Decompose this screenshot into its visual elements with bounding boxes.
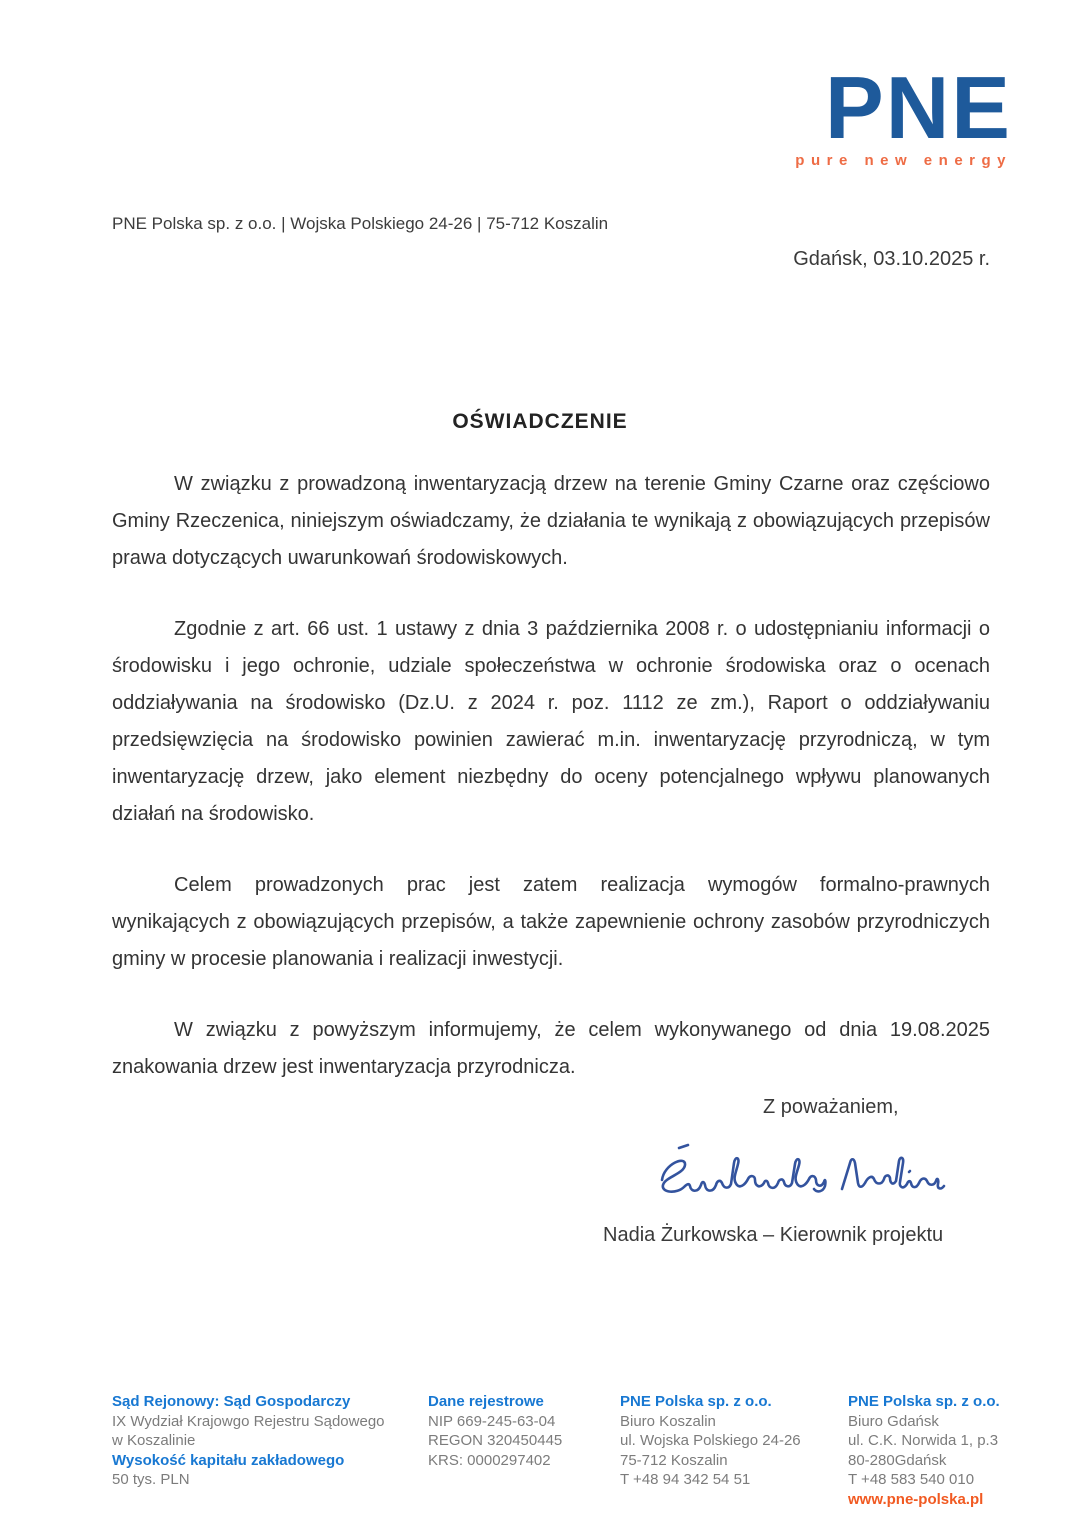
footer-capital-line: 50 tys. PLN (112, 1471, 190, 1488)
footer-gdansk-phone: T +48 583 540 010 (848, 1471, 975, 1488)
paragraph-4: W związku z powyższym informujemy, że celem wykonywanego od dnia 19.08.2025 znakowania drzew jest inwentaryzacja przyrodnicza. (112, 1019, 990, 1078)
footer-regon: REGON 320450445 (428, 1432, 563, 1449)
pne-logo-text: PNE (825, 58, 1012, 157)
footer-koszalin-phone: T +48 94 342 54 51 (620, 1471, 751, 1488)
footer-koszalin-city: 75-712 Koszalin (620, 1451, 728, 1469)
signatory-name-title: Nadia Żurkowska – Kierownik projektu (603, 1224, 944, 1246)
paragraph-2: Zgodnie z art. 66 ust. 1 ustawy z dnia 3 października 2008 r. o udostępnianiu informacji o środowisku i jego ochronie, udziale społeczeństwa w ochronie środowiska oraz o ocenach oddziaływania na środowisko (Dz.U. z 2024 r. poz. 1112 ze zm.), Raport o oddziaływaniu przedsięwzięcia na środowisko powinien zawierać m.in. inwentaryzację przyrodniczą, w tym inwentaryzację drzew, jako element niezbędny do oceny potencjalnego wpływu planowanych działań na środowisko. (112, 618, 990, 825)
handwritten-signature (650, 1136, 950, 1216)
footer-column-court (112, 1392, 412, 1490)
footer-gdansk-city: 80-280Gdańsk (848, 1451, 947, 1469)
footer-column-registry (428, 1392, 613, 1470)
paragraph-3: Celem prowadzonych prac jest zatem realizacja wymogów formalno-prawnych wynikających z obowiązujących przepisów, a także zapewnienie ochrony zasobów przyrodniczych gminy w procesie planowania i realizacji inwestycji. (112, 874, 990, 970)
footer-column-koszalin-office (620, 1392, 835, 1490)
pne-logo-tagline: pure new energy (795, 152, 1012, 169)
footer-koszalin-heading: PNE Polska sp. z o.o. (620, 1393, 772, 1410)
footer-gdansk-street: ul. C.K. Norwida 1, p.3 (848, 1432, 999, 1449)
footer-koszalin-office: Biuro Koszalin (620, 1412, 716, 1430)
sender-address-line: PNE Polska sp. z o.o. | Wojska Polskiego 24-26 | 75-712 Koszalin (112, 214, 609, 233)
footer-krs: KRS: 0000297402 (428, 1451, 551, 1469)
footer-website-link[interactable]: www.pne-polska.pl (848, 1490, 984, 1508)
footer-gdansk-office: Biuro Gdańsk (848, 1412, 939, 1430)
letter-body (112, 466, 990, 1120)
footer-gdansk-heading: PNE Polska sp. z o.o. (848, 1393, 1000, 1410)
footer-nip: NIP 669-245-63-04 (428, 1412, 556, 1430)
letter-title: OŚWIADCZENIE (452, 410, 628, 433)
footer-registry-heading: Dane rejestrowe (428, 1393, 544, 1410)
paragraph-1: W związku z prowadzoną inwentaryzacją drzew na terenie Gminy Czarne oraz częściowo Gminy Rzeczenica, niniejszym oświadczamy, że działania te wynikają z obowiązujących przepisów prawa dotyczących uwarunkowań środowiskowych. (112, 473, 990, 569)
footer-court-line: w Koszalinie (112, 1432, 196, 1449)
footer-court-heading: Sąd Rejonowy: Sąd Gospodarczy (112, 1393, 351, 1410)
letter-date: Gdańsk, 03.10.2025 r. (793, 248, 990, 270)
footer-capital-heading: Wysokość kapitału zakładowego (112, 1451, 345, 1469)
footer-koszalin-street: ul. Wojska Polskiego 24-26 (620, 1432, 801, 1449)
footer-court-line: IX Wydział Krajowgo Rejestru Sądowego (112, 1412, 385, 1430)
footer-column-gdansk-office (848, 1392, 1068, 1509)
closing-salutation: Z poważaniem, (763, 1096, 899, 1118)
pne-logo (795, 58, 1012, 169)
